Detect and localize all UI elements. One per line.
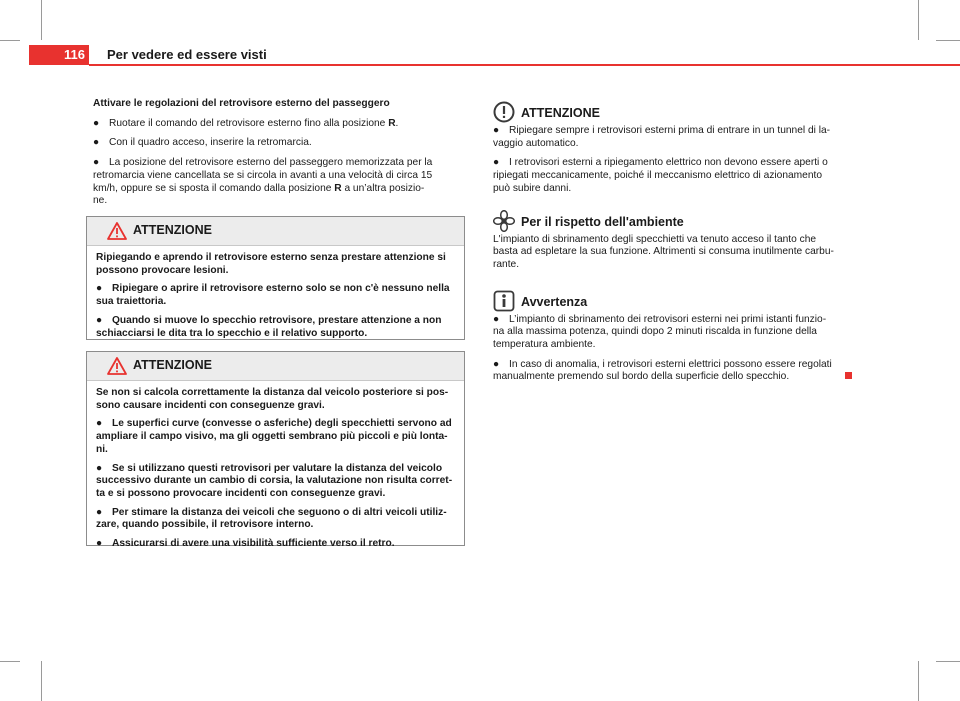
list-item bbox=[96, 315, 455, 340]
crop-mark bbox=[0, 661, 20, 662]
environment-header bbox=[493, 210, 863, 232]
warning-header bbox=[87, 352, 464, 381]
text: ta e si possono provocare incidenti con conseguenze gravi. bbox=[96, 487, 386, 499]
text: ne. bbox=[93, 195, 108, 207]
text: ampliare il campo visivo, ma gli oggetti sembrano più piccoli e più lonta- bbox=[96, 431, 448, 443]
text: km/h, oppure se si sposta il comando dalla posizione bbox=[93, 182, 335, 194]
paragraph bbox=[493, 234, 863, 272]
section-heading: Attivare le regolazioni del retrovisore esterno del passeggero bbox=[93, 98, 390, 109]
text: rante. bbox=[493, 258, 520, 270]
text: I retrovisori esterni a ripiegamento elettrico non devono essere aperti o bbox=[509, 157, 828, 169]
bullet: ● bbox=[96, 283, 103, 295]
text: Quando si muove lo specchio retrovisore, prestare attenzione a non bbox=[112, 314, 442, 326]
bullet: ● bbox=[96, 506, 103, 518]
list-item bbox=[96, 418, 455, 456]
text: può subire danni. bbox=[493, 182, 572, 194]
list-item bbox=[493, 125, 863, 150]
right-column bbox=[493, 101, 863, 391]
text: In caso di anomalia, i retrovisori esterni elettrici possono essere regolati bbox=[509, 358, 832, 370]
crop-mark bbox=[41, 661, 42, 701]
warning-box bbox=[86, 351, 465, 550]
bullet: ● bbox=[93, 137, 100, 149]
page-number: 116 bbox=[64, 47, 85, 62]
text: L’impianto di sbrinamento dei retrovisori esterni nei primi istanti funzio- bbox=[509, 313, 827, 325]
bullet: ● bbox=[93, 157, 100, 169]
warning-body bbox=[87, 246, 464, 340]
text: L'impianto di sbrinamento degli specchietti va tenuto acceso il tanto che bbox=[493, 233, 817, 245]
text: Per stimare la distanza dei veicoli che seguono o di altri veicoli utiliz- bbox=[112, 506, 447, 518]
warning-body bbox=[87, 381, 464, 551]
text: Con il quadro acceso, inserire la retromarcia. bbox=[109, 137, 312, 149]
text: sono causare incidenti con conseguenze gravi. bbox=[96, 399, 325, 411]
text: na alla massima potenza, quindi dopo 2 minuti riscalda in funzione della bbox=[493, 326, 817, 338]
list-item bbox=[493, 314, 863, 352]
end-marker bbox=[845, 372, 852, 379]
warning-title: ATTENZIONE bbox=[133, 223, 212, 237]
crop-mark bbox=[918, 661, 919, 701]
bullet: ● bbox=[493, 358, 500, 370]
crop-mark bbox=[918, 0, 919, 40]
note-info-icon bbox=[493, 290, 515, 312]
warning-header bbox=[87, 217, 464, 246]
text: Se si utilizzano questi retrovisori per valutare la distanza del veicolo bbox=[112, 462, 443, 474]
flower-icon bbox=[493, 210, 515, 232]
text: basta ad espletare la sua funzione. Altrimenti si consuma inutilmente carbu- bbox=[493, 246, 834, 258]
text: temperatura ambiente. bbox=[493, 339, 596, 351]
bullet: ● bbox=[493, 125, 500, 136]
caution-exclamation-icon bbox=[493, 101, 515, 123]
text: Le superfici curve (convesse o asferiche) degli specchietti servono ad bbox=[112, 418, 452, 430]
bullet: ● bbox=[493, 313, 500, 325]
text: Assicurarsi di avere una visibilità sufficiente verso il retro. bbox=[112, 538, 395, 550]
crop-mark bbox=[936, 661, 960, 662]
text: sua traiettoria. bbox=[96, 296, 167, 308]
list-item bbox=[93, 157, 465, 208]
bullet: ● bbox=[96, 538, 103, 550]
page-title: Per vedere ed essere visti bbox=[107, 47, 267, 62]
list-item bbox=[96, 507, 455, 532]
header-divider bbox=[89, 64, 960, 66]
text: Ruotare il comando del retrovisore esterno fino alla posizione bbox=[109, 117, 389, 129]
left-column bbox=[93, 98, 465, 215]
text: La posizione del retrovisore esterno del passeggero memorizzata per la bbox=[109, 157, 433, 169]
text: Ripiegare o aprire il retrovisore esterno solo se non c'è nessuno nella bbox=[112, 283, 450, 295]
list-item bbox=[493, 359, 863, 384]
crop-mark bbox=[41, 0, 42, 40]
bullet: ● bbox=[96, 314, 103, 326]
text: Ripiegare sempre i retrovisori esterni prima di entrare in un tunnel di la- bbox=[509, 125, 831, 136]
text: Se non si calcola correttamente la distanza dal veicolo posteriore si pos- bbox=[96, 387, 449, 398]
text: successivo durante un cambio di corsia, la valutazione non risulta corret- bbox=[96, 475, 453, 487]
text: retromarcia viene cancellata se si circola in avanti a una velocità di circa 15 bbox=[93, 169, 433, 181]
bullet: ● bbox=[96, 462, 103, 474]
paragraph bbox=[96, 252, 455, 277]
bullet: ● bbox=[493, 157, 500, 169]
key-label: R bbox=[334, 182, 342, 194]
note-header bbox=[493, 290, 863, 312]
text: manualmente premendo sul bordo della superficie dello specchio. bbox=[493, 371, 790, 383]
text: schiacciarsi le dita tra lo specchio e il relativo supporto. bbox=[96, 327, 368, 339]
list-item bbox=[96, 463, 455, 501]
warning-title: ATTENZIONE bbox=[133, 358, 212, 372]
bullet: ● bbox=[93, 117, 100, 129]
caution-header bbox=[493, 101, 863, 123]
bullet: ● bbox=[96, 418, 103, 430]
text: . bbox=[395, 117, 399, 129]
key-label: R bbox=[388, 117, 396, 129]
crop-mark bbox=[936, 40, 960, 41]
list-item bbox=[96, 283, 455, 308]
list-item bbox=[93, 137, 465, 150]
warning-triangle-icon bbox=[107, 357, 127, 375]
environment-title: Per il rispetto dell'ambiente bbox=[521, 214, 684, 229]
note-title: Avvertenza bbox=[521, 294, 588, 309]
text: ripiegati meccanicamente, poiché il meccanismo elettrico di azionamento bbox=[493, 170, 822, 182]
text: Ripiegando e aprendo il retrovisore esterno senza prestare attenzione si bbox=[96, 252, 446, 263]
paragraph bbox=[96, 387, 455, 412]
crop-mark bbox=[0, 40, 20, 41]
page-number-box bbox=[29, 45, 89, 65]
caution-title: ATTENZIONE bbox=[521, 106, 600, 120]
warning-box bbox=[86, 216, 465, 340]
list-item bbox=[93, 118, 465, 131]
text: ni. bbox=[96, 443, 108, 455]
text: a un’altra posizio- bbox=[341, 182, 425, 194]
warning-triangle-icon bbox=[107, 222, 127, 240]
text: zare, quando possibile, il retrovisore interno. bbox=[96, 519, 314, 531]
list-item bbox=[96, 538, 455, 551]
text: possono provocare lesioni. bbox=[96, 264, 229, 276]
list-item bbox=[493, 157, 863, 195]
text: vaggio automatico. bbox=[493, 137, 579, 149]
